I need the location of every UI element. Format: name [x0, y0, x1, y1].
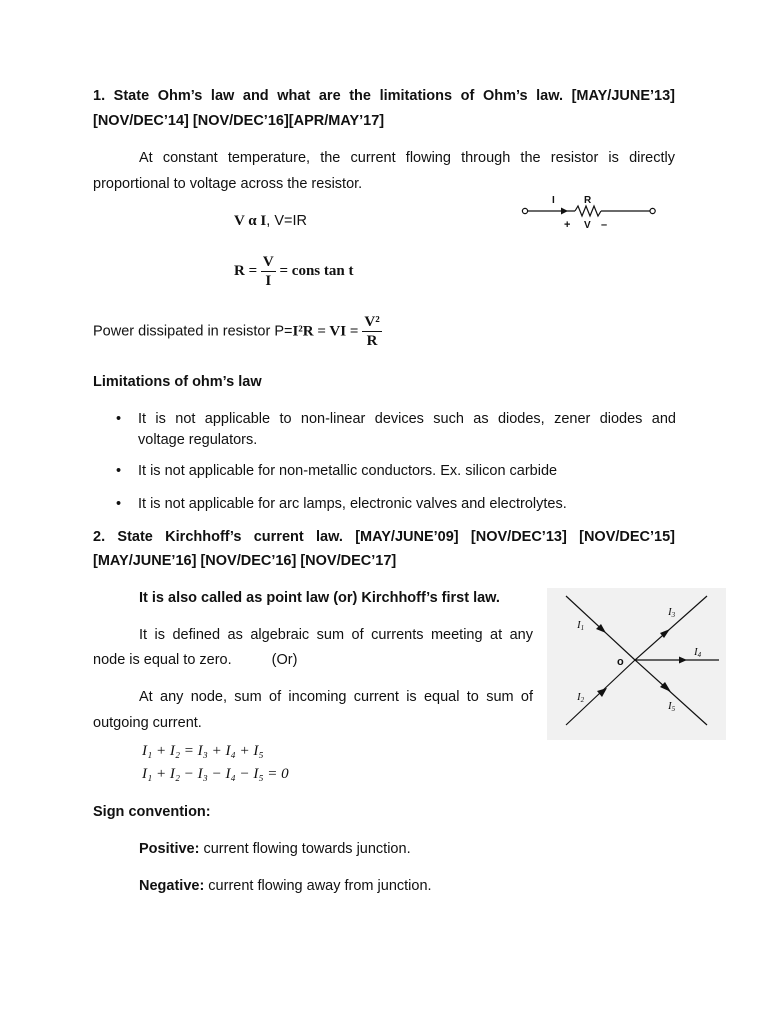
v-equals-ir: , V=IR — [266, 213, 307, 229]
q2-node-line1: At any node, sum of incoming current is equal to sum of — [139, 689, 533, 705]
power-expression: I²R = VI = — [292, 323, 359, 340]
q1-title-line2: [NOV/DEC’14] [NOV/DEC’16][APR/MAY’17] — [93, 113, 385, 129]
positive-text: current flowing towards junction. — [199, 841, 411, 857]
power-prefix: Power dissipated in resistor P= — [93, 323, 293, 340]
circuit-wire — [522, 206, 655, 216]
bullet-icon: • — [116, 411, 122, 427]
v-over-i-fraction — [261, 253, 276, 290]
resistance-rhs: = cons tan t — [279, 262, 354, 279]
resistance-equation — [234, 253, 353, 290]
q2-definition-line1: It is defined as algebraic sum of currents meeting at any — [139, 627, 533, 643]
negative-text: current flowing away from junction. — [204, 878, 432, 894]
negative-label: Negative: — [139, 878, 205, 894]
list-item-line1: It is not applicable to non-linear devices such as diodes, zener diodes and — [138, 411, 676, 427]
q2-or-text: (Or) — [271, 652, 298, 668]
current-arrow — [561, 208, 568, 215]
q1-title-line1: 1. State Ohm’s law and what are the limitations of Ohm’s law. [MAY/JUNE’13] — [93, 88, 675, 104]
node-label: o — [617, 656, 624, 668]
bullet-icon: • — [116, 496, 122, 512]
q2-definition-text: node is equal to zero. — [93, 652, 232, 668]
fraction-denominator: I — [265, 273, 272, 289]
v-alpha-i: V α I — [234, 213, 267, 229]
limitations-heading: Limitations of ohm’s law — [93, 374, 262, 390]
list-item — [116, 409, 676, 451]
q1-definition-line2: proportional to voltage across the resistor. — [93, 176, 363, 192]
list-item — [116, 494, 676, 515]
circuit-label-current: I — [552, 195, 555, 206]
circuit-label-v: V — [584, 220, 591, 231]
q2-title-line1: 2. State Kirchhoff’s current law. [MAY/JUNE’09] [NOV/DEC’13] [NOV/DEC’15] — [93, 529, 675, 545]
kcl-equation-2: I₁ + I₂ − I₃ − I₄ − I₅ = 0 — [142, 766, 289, 782]
circuit-label-resistor: R — [584, 195, 592, 206]
list-item-line1: It is not applicable for arc lamps, electronic valves and electrolytes. — [138, 496, 567, 512]
q2-title-line2: [MAY/JUNE’16] [NOV/DEC’16] [NOV/DEC’17] — [93, 553, 397, 569]
resistance-lhs: R = — [234, 262, 258, 279]
list-item — [116, 461, 676, 482]
q2-node-line2: outgoing current. — [93, 715, 202, 731]
list-item-line2: voltage regulators. — [138, 432, 258, 448]
resistor-circuit-diagram — [515, 190, 665, 235]
label-i4: I4 — [694, 646, 702, 659]
positive-label: Positive: — [139, 841, 200, 857]
negative-convention — [139, 873, 432, 899]
fraction-numerator: V — [262, 254, 274, 270]
power-denominator: R — [366, 333, 378, 349]
q1-definition-line1: At constant temperature, the current flowing through the resistor is directly — [139, 150, 675, 166]
list-item-line1: It is not applicable for non-metallic conductors. Ex. silicon carbide — [138, 463, 558, 479]
q2-subtitle: It is also called as point law (or) Kirchhoff’s first law. — [139, 590, 500, 606]
kcl-equation-1: I₁ + I₂ = I₃ + I₄ + I₅ — [142, 743, 264, 759]
positive-convention — [139, 836, 411, 862]
q2-definition-line2 — [93, 647, 297, 673]
sign-convention-heading: Sign convention: — [93, 804, 211, 820]
circuit-label-minus: – — [601, 219, 608, 231]
v-squared-over-r-fraction — [362, 313, 381, 350]
kcl-node-diagram — [547, 588, 726, 740]
ohms-law-equation — [234, 211, 307, 231]
label-i5: I5 — [668, 700, 676, 713]
label-i3: I3 — [668, 606, 676, 619]
power-dissipation-line — [93, 313, 382, 350]
label-i2: I2 — [577, 691, 585, 704]
bullet-icon: • — [116, 463, 122, 479]
circuit-label-plus: + — [564, 219, 571, 231]
label-i1: I1 — [577, 619, 585, 632]
power-numerator: V² — [364, 314, 380, 330]
